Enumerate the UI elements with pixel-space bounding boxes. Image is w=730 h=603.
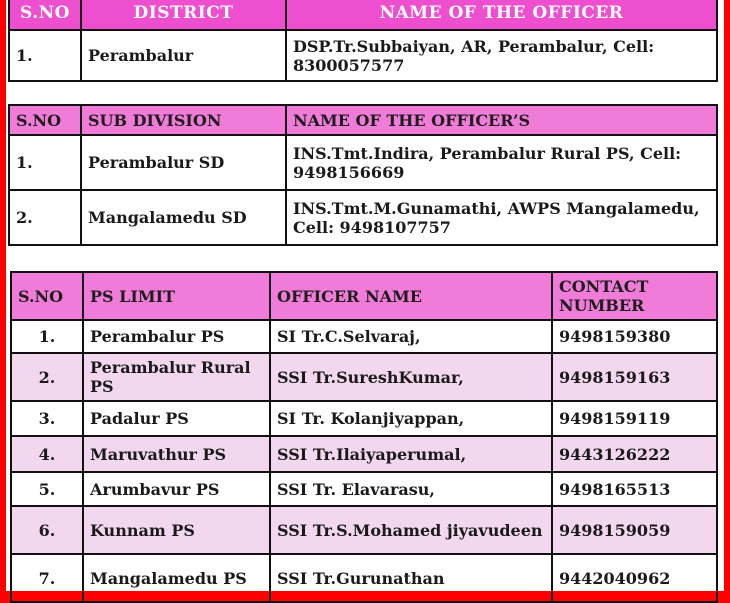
cell-district: Perambalur	[81, 30, 286, 81]
table-row	[11, 472, 717, 506]
cell-ps-limit: Perambalur PS	[83, 320, 270, 353]
cell-ps-limit: Kunnam PS	[83, 506, 270, 554]
table-row	[11, 353, 717, 401]
cell-officer: SSI Tr.Gurunathan	[270, 554, 552, 602]
cell-sno: 1.	[9, 30, 81, 81]
cell-officer: INS.Tmt.Indira, Perambalur Rural PS, Cell: 9498156669	[286, 135, 717, 190]
cell-contact: 9498159059	[552, 506, 717, 554]
header-sno: S.NO	[11, 272, 83, 320]
header-contact-number: CONTACT NUMBER	[552, 272, 717, 320]
cell-sno: 5.	[11, 472, 83, 506]
cell-sno: 2.	[11, 353, 83, 401]
cell-sno: 4.	[11, 436, 83, 472]
header-officer-name: OFFICER NAME	[270, 272, 552, 320]
cell-sno: 3.	[11, 401, 83, 436]
header-sno: S.NO	[9, 105, 81, 135]
cell-contact: 9442040962	[552, 554, 717, 602]
cell-ps-limit: Mangalamedu PS	[83, 554, 270, 602]
table-row	[9, 190, 717, 245]
header-officer-name: NAME OF THE OFFICER’S	[286, 105, 717, 135]
table-row	[11, 506, 717, 554]
cell-contact: 9498165513	[552, 472, 717, 506]
cell-ps-limit: Arumbavur PS	[83, 472, 270, 506]
cell-contact: 9498159163	[552, 353, 717, 401]
cell-contact: 9498159380	[552, 320, 717, 353]
cell-officer: INS.Tmt.M.Gunamathi, AWPS Mangalamedu, Cell: 9498107757	[286, 190, 717, 245]
table-header-row	[9, 105, 717, 135]
table-row	[11, 554, 717, 602]
cell-officer: SI Tr.C.Selvaraj,	[270, 320, 552, 353]
district-officer-table	[8, 0, 718, 82]
cell-sno: 7.	[11, 554, 83, 602]
header-sub-division: SUB DIVISION	[81, 105, 286, 135]
cell-ps-limit: Perambalur Rural PS	[83, 353, 270, 401]
header-district: DISTRICT	[81, 0, 286, 30]
cell-officer: SSI Tr. Elavarasu,	[270, 472, 552, 506]
cell-contact: 9443126222	[552, 436, 717, 472]
table-row	[11, 401, 717, 436]
cell-sno: 1.	[11, 320, 83, 353]
table-header-row	[11, 272, 717, 320]
cell-sno: 6.	[11, 506, 83, 554]
cell-sno: 1.	[9, 135, 81, 190]
header-officer-name: NAME OF THE OFFICER	[286, 0, 717, 30]
table-header-row	[9, 0, 717, 30]
cell-sno: 2.	[9, 190, 81, 245]
header-sno: S.NO	[9, 0, 81, 30]
cell-contact: 9498159119	[552, 401, 717, 436]
cell-officer: SI Tr. Kolanjiyappan,	[270, 401, 552, 436]
table-row	[11, 320, 717, 353]
ps-officer-table	[10, 271, 718, 603]
cell-officer: SSI Tr.Ilaiyaperumal,	[270, 436, 552, 472]
table-row	[9, 30, 717, 81]
cell-officer: SSI Tr.S.Mohamed jiyavudeen	[270, 506, 552, 554]
cell-officer: DSP.Tr.Subbaiyan, AR, Perambalur, Cell: 8300057577	[286, 30, 717, 81]
table-row	[9, 135, 717, 190]
cell-officer: SSI Tr.SureshKumar,	[270, 353, 552, 401]
header-ps-limit: PS LIMIT	[83, 272, 270, 320]
cell-sub-division: Perambalur SD	[81, 135, 286, 190]
cell-ps-limit: Padalur PS	[83, 401, 270, 436]
cell-sub-division: Mangalamedu SD	[81, 190, 286, 245]
cell-ps-limit: Maruvathur PS	[83, 436, 270, 472]
table-row	[11, 436, 717, 472]
subdivision-officer-table	[8, 104, 718, 246]
